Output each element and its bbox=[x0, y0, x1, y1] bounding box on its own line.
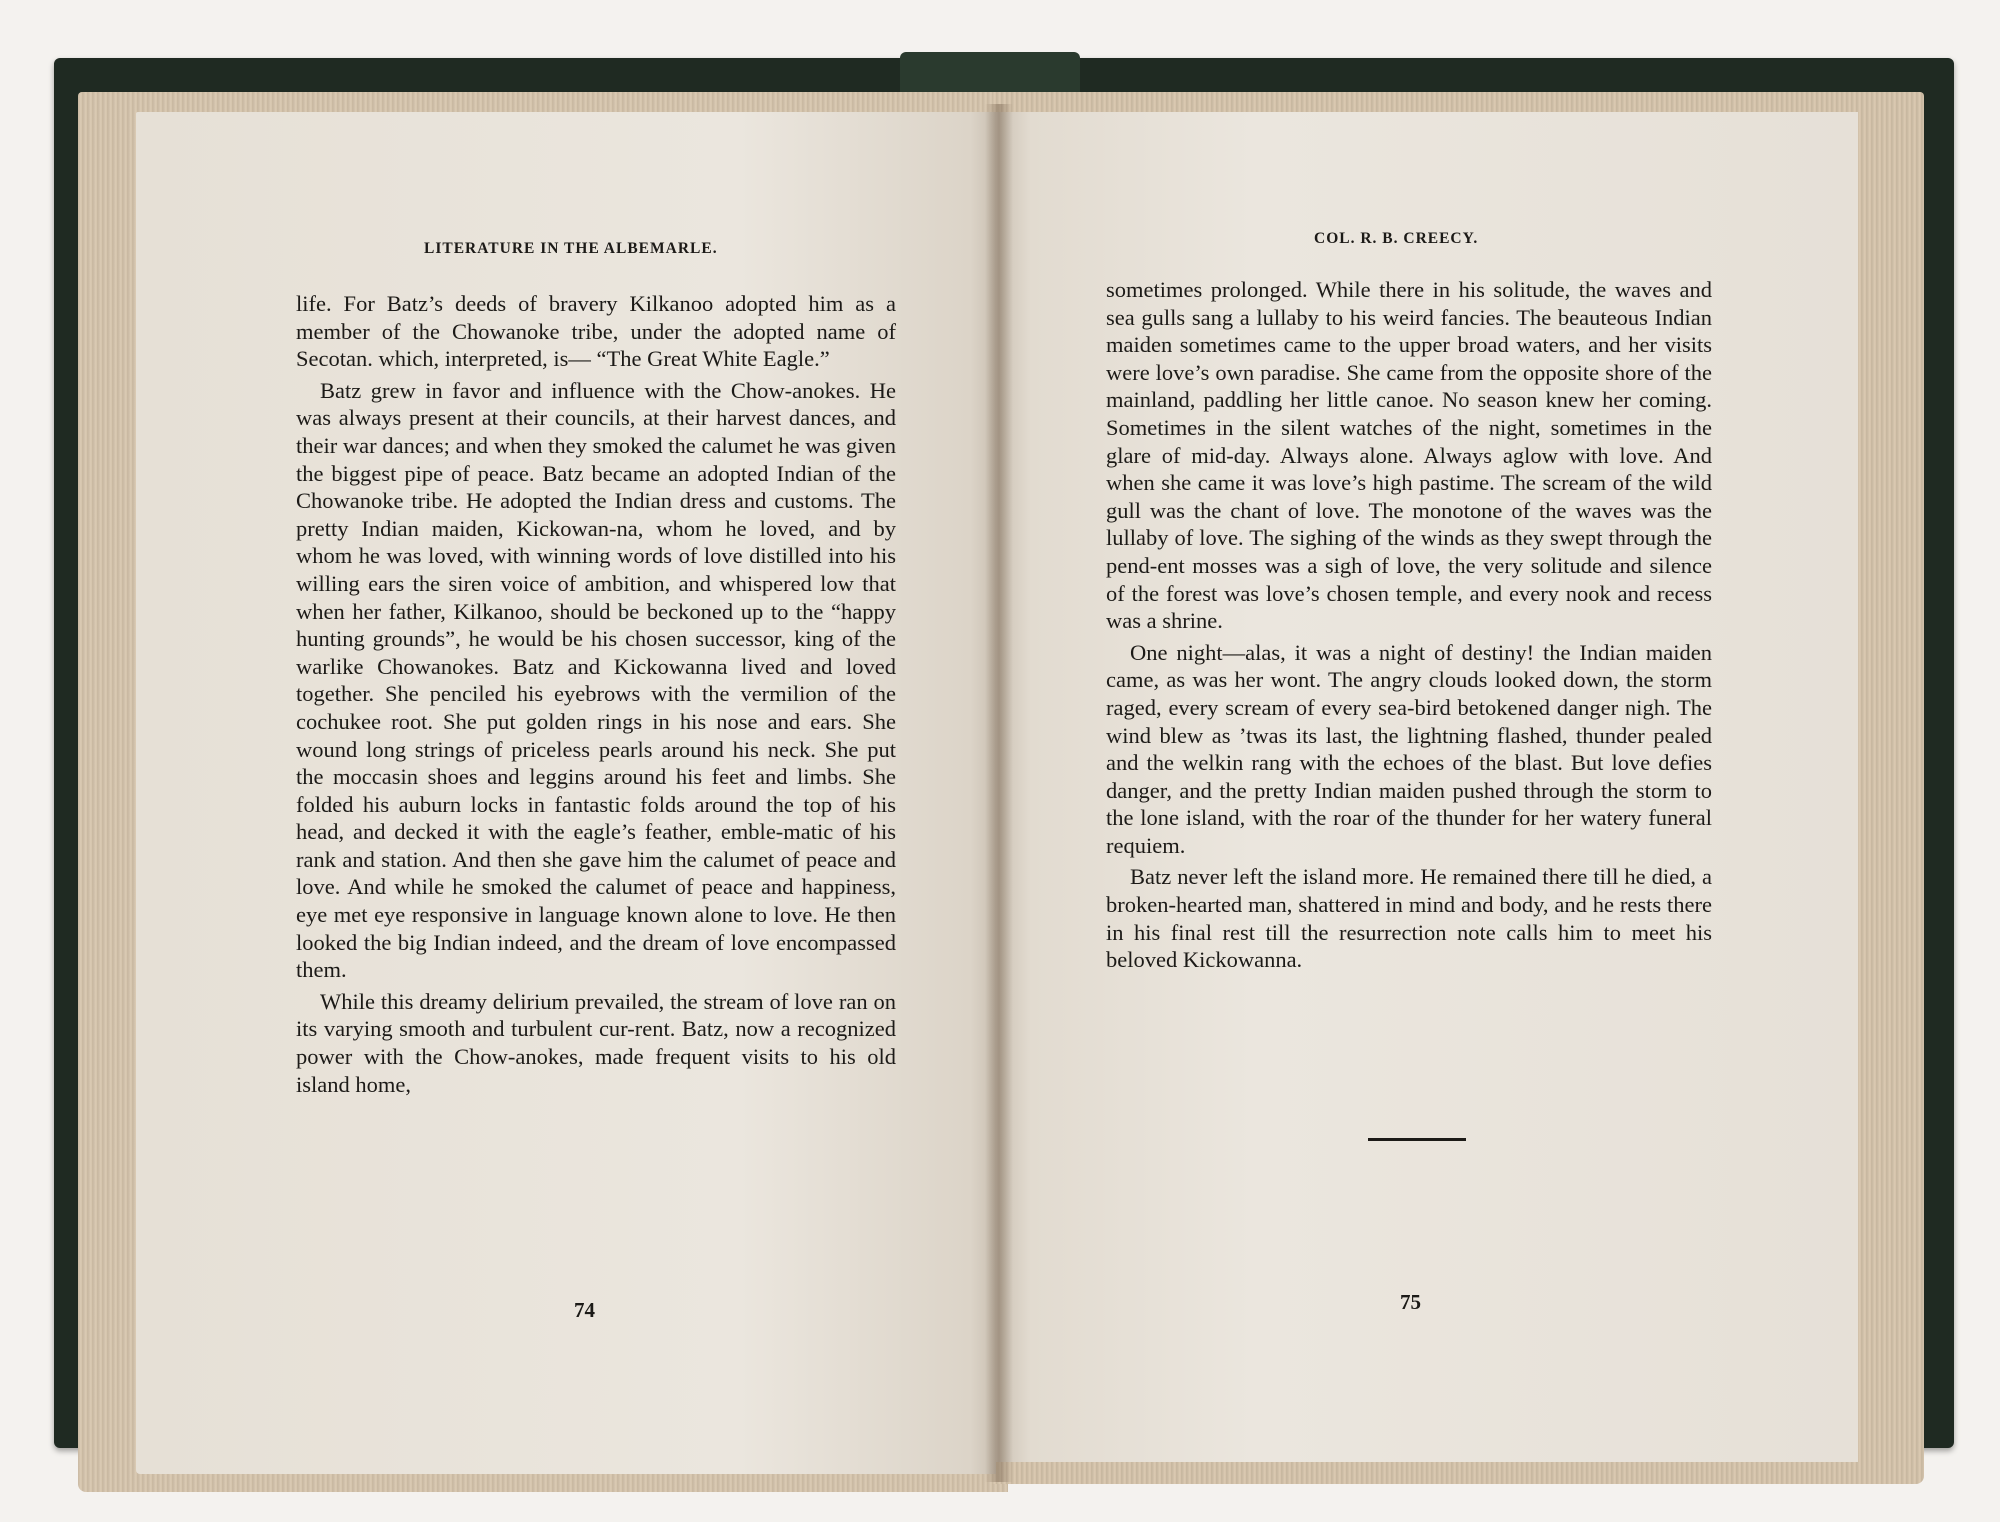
right-page-text bbox=[1106, 276, 1712, 978]
right-paragraph-3: Batz never left the island more. He remained there till he died, a broken-hearted man, shattered in mind and body, and he rests there in his final rest till the resurrection note calls him to meet his beloved Kickowanna. bbox=[1106, 864, 1712, 973]
left-paragraph-1: life. For Batz’s deeds of bravery Kilkanoo adopted him as a member of the Chowanoke tribe, under the adopted name of Secotan. which, interpreted, is— “The Great White Eagle.” bbox=[296, 291, 896, 372]
right-paragraph-2: One night—alas, it was a night of destiny! the Indian maiden came, as was her wont. The angry clouds looked down, the storm raged, every scream of every sea-bird betokened danger nigh. The wind blew as ’twas its last, the lightning flashed, thunder pealed and the welkin rang with the echoes of the blast. But love defies danger, and the pretty Indian maiden pushed through the storm to the lone island, with the roar of the thunder for her watery funeral requiem. bbox=[1106, 639, 1712, 858]
right-page bbox=[996, 112, 1858, 1462]
right-running-head: COL. R. B. CREECY. bbox=[1314, 230, 1479, 247]
left-page-number: 74 bbox=[574, 1298, 595, 1322]
section-end-rule bbox=[1368, 1138, 1466, 1141]
left-running-head: LITERATURE IN THE ALBEMARLE. bbox=[424, 240, 718, 257]
left-page bbox=[136, 112, 996, 1474]
left-paragraph-3: While this dreamy delirium prevailed, the stream of love ran on its varying smooth and turbulent cur-rent. Batz, now a recognized power with the Chow-anokes, made frequent visits to his old island home, bbox=[296, 988, 896, 1097]
right-page-number: 75 bbox=[1400, 1290, 1421, 1314]
book-gutter bbox=[985, 104, 1013, 1482]
right-paragraph-1: sometimes prolonged. While there in his solitude, the waves and sea gulls sang a lullaby to his weird fancies. The beauteous Indian maiden sometimes came to the upper broad waters, and her visits were love’s own paradise. She came from the opposite shore of the mainland, paddling her little canoe. No season knew her coming. Sometimes in the silent watches of the night, sometimes in the glare of mid-day. Always alone. Always aglow with love. And when she came it was love’s high pastime. The scream of the wild gull was the chant of love. The monotone of the waves was the lullaby of love. The sighing of the winds as they swept through the pend-ent mosses was a sigh of love, the very solitude and silence of the forest was love’s chosen temple, and every nook and recess was a shrine. bbox=[1106, 277, 1712, 634]
left-page-text bbox=[296, 290, 896, 1102]
left-paragraph-2: Batz grew in favor and influence with the Chow-anokes. He was always present at their councils, at their harvest dances, and their war dances; and when they smoked the calumet he was given the biggest pipe of peace. Batz became an adopted Indian of the Chowanoke tribe. He adopted the Indian dress and customs. The pretty Indian maiden, Kickowan-na, whom he loved, and by whom he was loved, with winning words of love distilled into his willing ears the siren voice of ambition, and whispered low that when her father, Kilkanoo, should be beckoned up to the “happy hunting grounds”, he would be his chosen successor, king of the warlike Chowanokes. Batz and Kickowanna lived and loved together. She penciled his eyebrows with the vermilion of the cochukee root. She put golden rings in his nose and ears. She wound long strings of priceless pearls around his neck. She put the moccasin shoes and leggins around his feet and limbs. She folded his auburn locks in fantastic folds around the top of his head, and decked it with the eagle’s feather, emble-matic of his rank and station. And then she gave him the calumet of peace and love. And while he smoked the calumet of peace and happiness, eye met eye responsive in language known alone to love. He then looked the big Indian indeed, and the dream of love encompassed them. bbox=[296, 377, 896, 983]
